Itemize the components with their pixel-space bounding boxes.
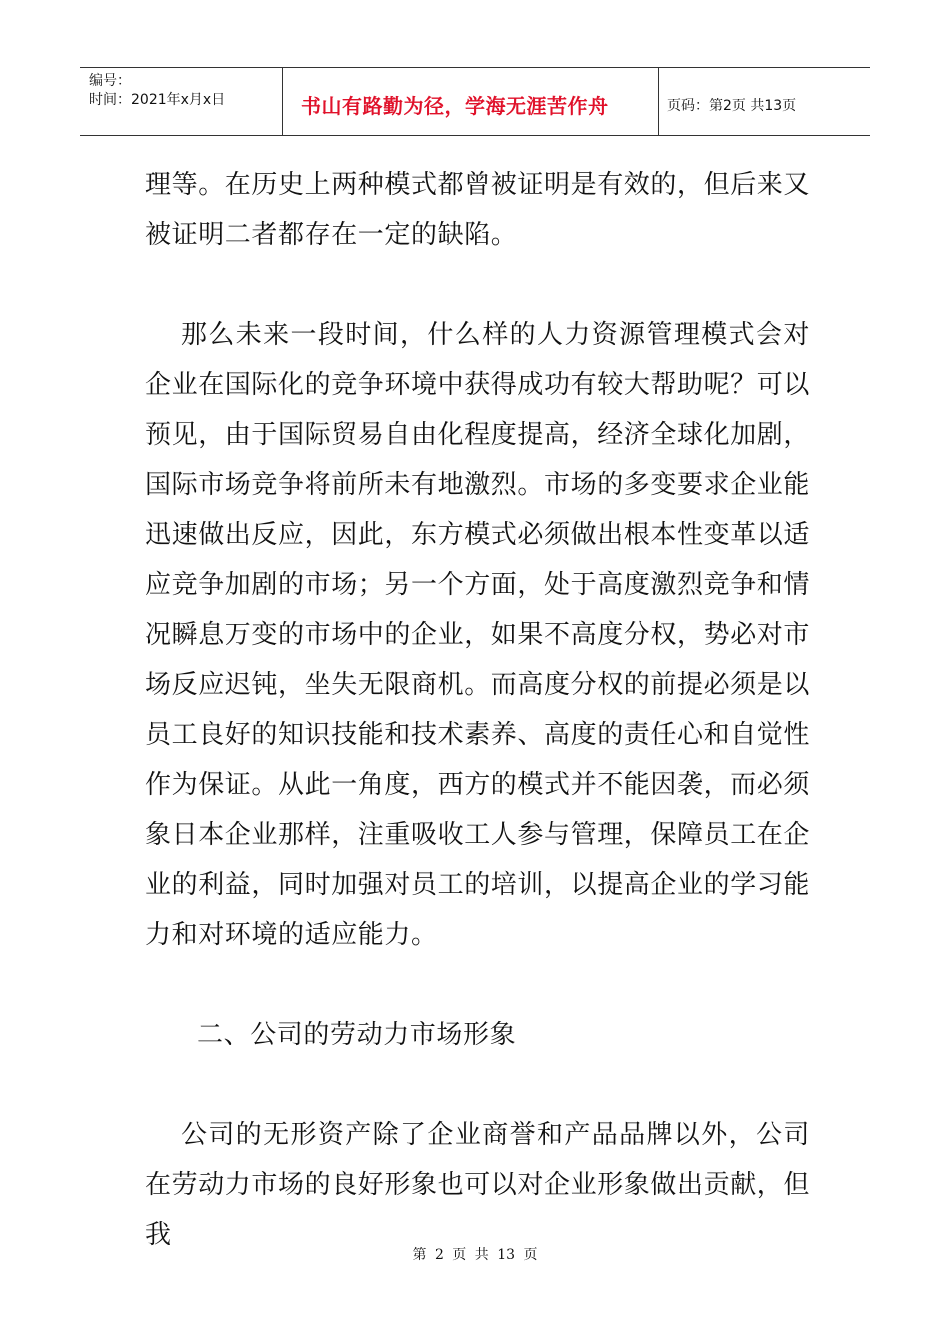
header-page-info: 页码：第2页 共13页 <box>667 97 797 114</box>
paragraph-spacer <box>145 960 810 1010</box>
paragraph: 那么未来一段时间，什么样的人力资源管理模式会对企业在国际化的竞争环境中获得成功有较大帮助呢？可以预见，由于国际贸易自由化程度提高，经济全球化加剧，国际市场竞争将前所未有地激烈。市场的多变要求企业能迅速做出反应，因此，东方模式必须做出根本性变革以适应竞争加剧的市场；另一个方面，处于高度激烈竞争和情况瞬息万变的市场中的企业，如果不高度分权，势必对市场反应迟钝，坐失无限商机。而高度分权的前提必须是以员工良好的知识技能和技术素养、高度的责任心和自觉性作为保证。从此一角度，西方的模式并不能因袭，而必须象日本企业那样，注重吸收工人参与管理，保障员工在企业的利益，同时加强对员工的培训，以提高企业的学习能力和对环境的适应能力。 <box>145 320 811 950</box>
paragraph-spacer <box>145 260 810 310</box>
document-date: 时间：2021年x月x日 <box>89 92 226 108</box>
section-heading: 二、公司的劳动力市场形象 <box>197 1020 517 1050</box>
header-meta <box>80 68 282 135</box>
page-header <box>80 67 870 136</box>
paragraph: 公司的无形资产除了企业商誉和产品品牌以外，公司在劳动力市场的良好形象也可以对企业形象做出贡献，但我 <box>145 1120 811 1250</box>
paragraph-spacer <box>145 1060 810 1110</box>
page-footer: 第 2 页 共 13 页 <box>412 1247 538 1263</box>
document-body <box>145 160 810 1260</box>
paragraph-continued: 理等。在历史上两种模式都曾被证明是有效的，但后来又被证明二者都存在一定的缺陷。 <box>145 170 811 250</box>
header-motto: 书山有路勤为径，学海无涯苦作舟 <box>282 68 659 135</box>
document-number-label: 编号： <box>89 73 131 89</box>
